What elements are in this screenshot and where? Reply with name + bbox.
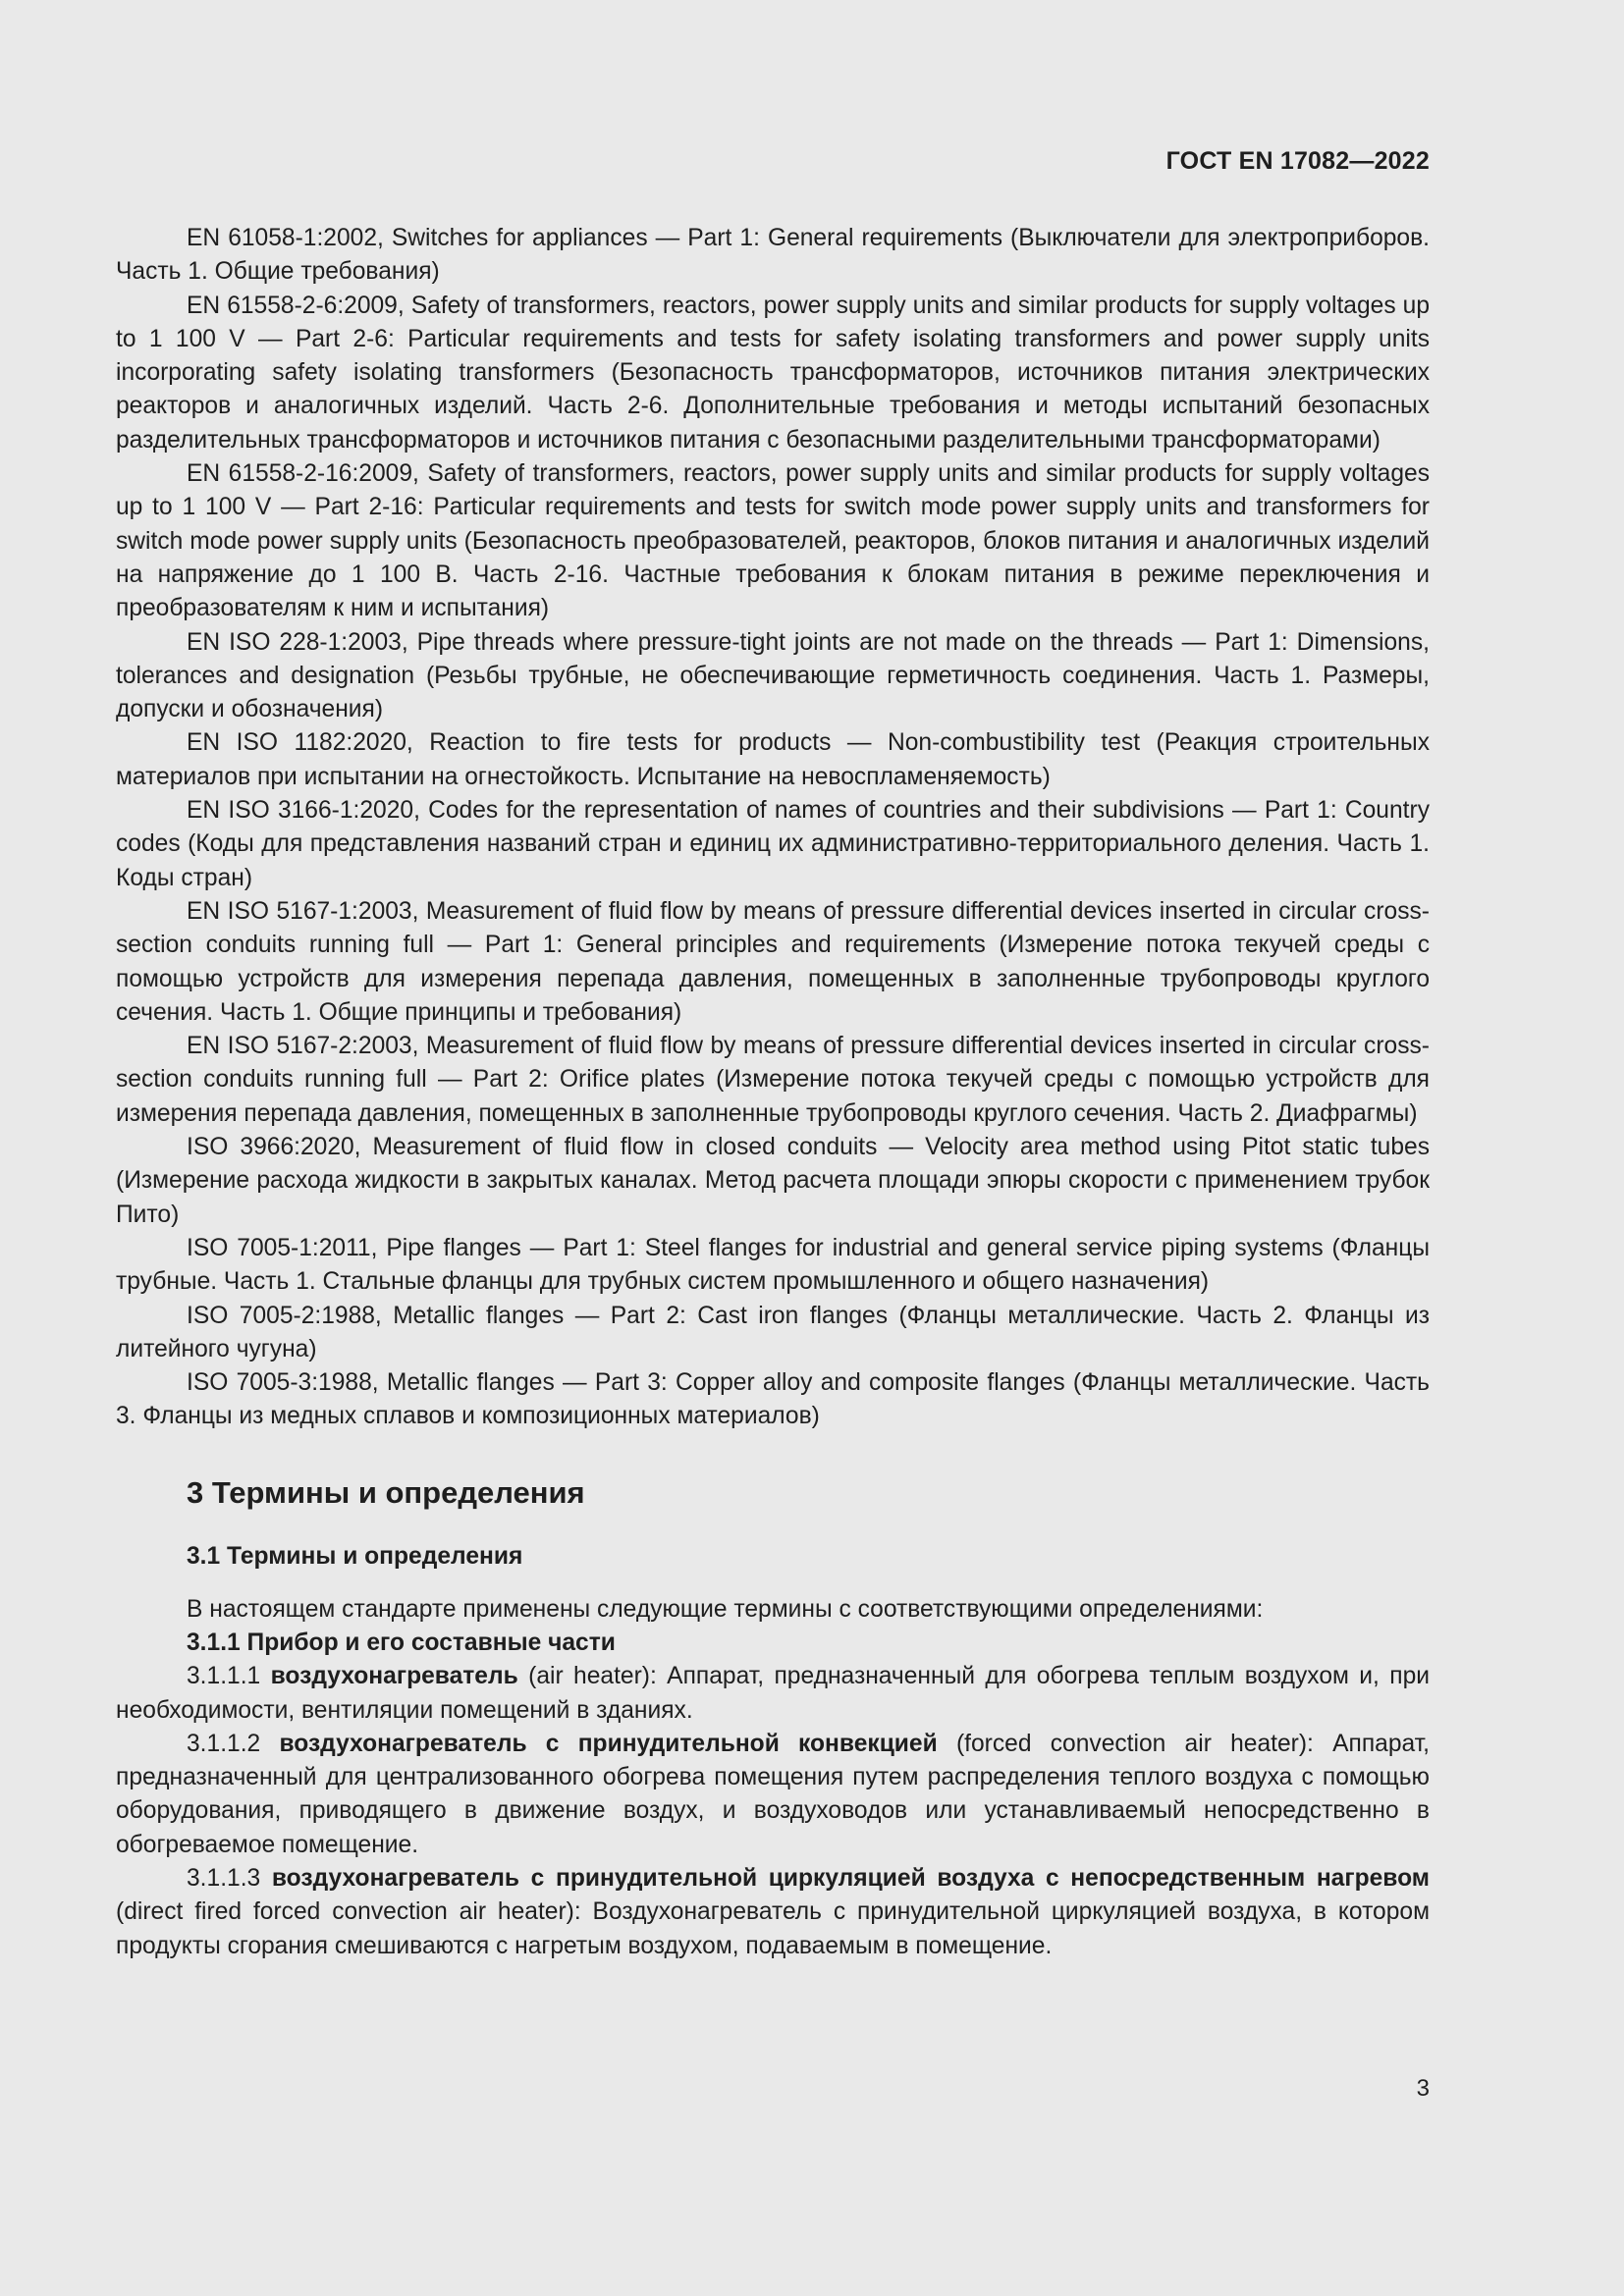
term-entry [116,1862,1430,1963]
term-definition: (air heater): Аппарат, предназначенный для обогрева теплым воздухом и, при необходимости, вентиляции помещений в зданиях. [116,1663,1431,1724]
reference-item: EN ISO 3166-1:2020, Codes for the representation of names of countries and their subdivisions — Part 1: Country codes (Коды для представления названий стран и единиц их административно-территориального деления. Часть 1. Коды стран) [116,797,1430,891]
term-entry [116,1728,1430,1862]
term-group-title: 3.1.1 Прибор и его составные части [187,1629,616,1656]
reference-item: ISO 7005-1:2011, Pipe flanges — Part 1: Steel flanges for industrial and general service piping systems (Фланцы трубные. Часть 1. Стальные фланцы для трубных систем промышленного и общего назначения) [116,1234,1430,1296]
subsection-title: 3.1 Термины и определения [187,1542,523,1570]
reference-item: EN 61558-2-16:2009, Safety of transformers, reactors, power supply units and similar products for supply voltages up to 1 100 V — Part 2-16: Particular requirements and tests for switch mode power supply units and transformers for switch mode power supply units (Безопасность преобразователей, реакторов, блоков питания и аналогичных изделий на напряжение до 1 100 В. Часть 2-16. Частные требования к блокам питания в режиме переключения и преобразователям к ним и испытания) [116,460,1430,622]
reference-item: ISO 7005-2:1988, Metallic flanges — Part 2: Cast iron flanges (Фланцы металлические. Часть 2. Фланцы из литейного чугуна) [116,1302,1430,1362]
page-content [116,222,1430,1963]
term-number: 3.1.1.2 [187,1730,280,1757]
reference-item: EN 61058-1:2002, Switches for appliances — Part 1: General requirements (Выключатели для электроприборов. Часть 1. Общие требования) [116,225,1430,286]
term-entry [116,1660,1430,1728]
term-definition: (forced convection air heater): Аппарат, предназначенный для централизованного обогрева помещения путем распределения теплого воздуха с помощью оборудования, приводящего в движение воздух, и воздуховодов или устанавливаемый непосредственно в обогреваемое помещение. [116,1730,1431,1858]
term-name: воздухонагреватель с принудительной циркуляцией воздуха с непосредственным нагревом [271,1865,1430,1893]
reference-item: EN ISO 228-1:2003, Pipe threads where pressure-tight joints are not made on the threads — Part 1: Dimensions, tolerances and designation (Резьбы трубные, не обеспечивающие герметичность соединения. Часть 1. Размеры, допуски и обозначения) [116,628,1430,723]
term-name: воздухонагреватель с принудительной конвекцией [279,1730,938,1757]
reference-item: EN ISO 5167-1:2003, Measurement of fluid flow by means of pressure differential devices inserted in circular cross-section conduits running full — Part 1: General principles and requirements (Измерение потока текучей среды с помощью устройств для измерения перепада давления, помещенных в заполненные трубопроводы круглого сечения. Часть 1. Общие принципы и требования) [116,897,1430,1026]
reference-item: EN ISO 5167-2:2003, Measurement of fluid flow by means of pressure differential devices inserted in circular cross-section conduits running full — Part 2: Orifice plates (Измерение потока текучей среды с помощью устройств для измерения перепада давления, помещенных в заполненные трубопроводы круглого сечения. Часть 2. Диафрагмы) [116,1033,1430,1127]
reference-item: EN 61558-2-6:2009, Safety of transformers, reactors, power supply units and similar products for supply voltages up to 1 100 V — Part 2-6: Particular requirements and tests for safety isolating transformers and power supply units incorporating safety isolating transformers (Безопасность трансформаторов, источников питания электрических реакторов и аналогичных изделий. Часть 2-6. Дополнительные требования и методы испытаний безопасных разделительных трансформаторов и источников питания с безопасными разделительными трансформаторами) [116,292,1430,454]
reference-item: ISO 7005-3:1988, Metallic flanges — Part 3: Copper alloy and composite flanges (Фланцы металлические. Часть 3. Фланцы из медных сплавов и композиционных материалов) [116,1369,1430,1430]
term-definition: (direct fired forced convection air heater): Воздухонагреватель с принудительной циркуляцией воздуха, в котором продукты сгорания смешиваются с нагретым воздухом, подаваемым в помещение. [116,1898,1430,1959]
section-intro: В настоящем стандарте применены следующие термины с соответствующими определениями: [187,1595,1264,1623]
term-number: 3.1.1.1 [187,1663,271,1690]
term-number: 3.1.1.3 [187,1865,272,1893]
page-number: 3 [1416,2075,1430,2102]
reference-item: EN ISO 1182:2020, Reaction to fire tests for products — Non-combustibility test (Реакция строительных материалов при испытании на огнестойкость. Испытание на невоспламеняемость) [116,729,1430,790]
reference-item: ISO 3966:2020, Measurement of fluid flow in closed conduits — Velocity area method using Pitot static tubes (Измерение расхода жидкости в закрытых каналах. Метод расчета площади эпюры скорости с применением трубок Пито) [116,1134,1430,1228]
document-code: ГОСТ EN 17082—2022 [1165,147,1430,175]
section-title: 3 Термины и определения [187,1474,585,1510]
term-name: воздухонагреватель [270,1663,518,1690]
